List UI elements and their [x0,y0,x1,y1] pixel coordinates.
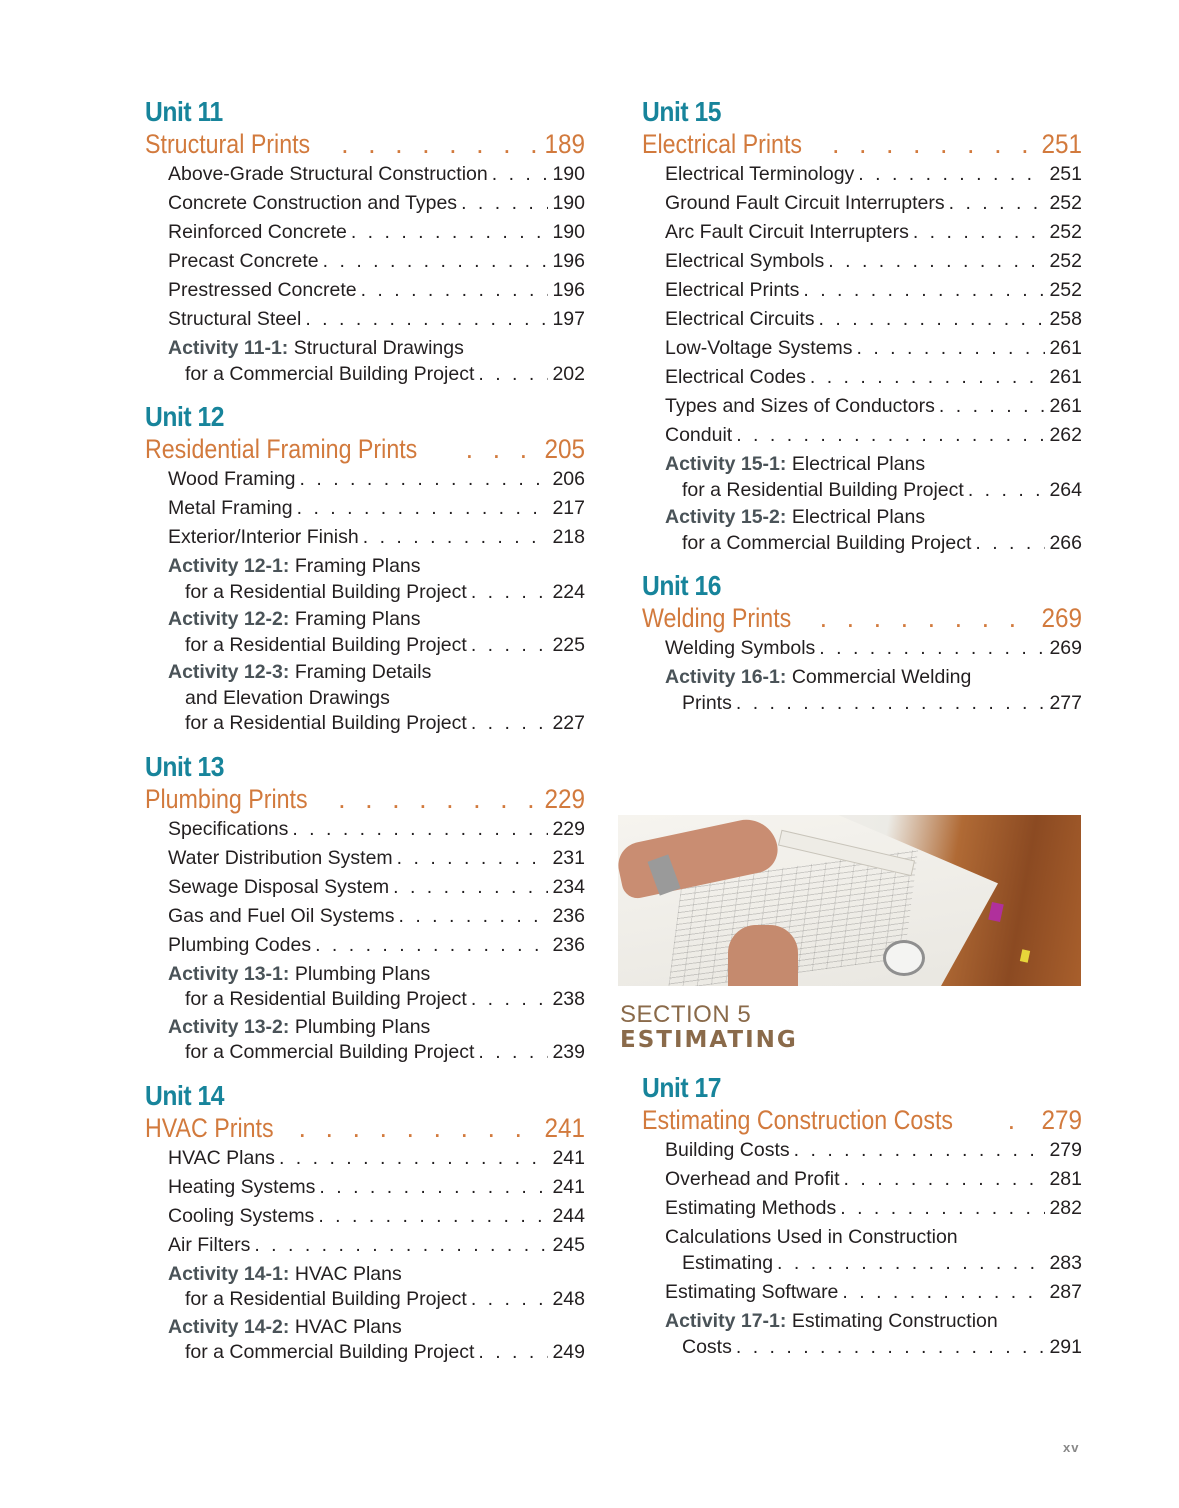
entry-page: 279 [1049,1139,1082,1161]
activity-title: Framing Details [294,661,432,683]
dot-leader [351,218,549,247]
entry-page: 282 [1049,1197,1082,1219]
toc-entry[interactable] [145,247,585,276]
entry-page: 287 [1049,1281,1082,1303]
toc-entry[interactable] [145,1231,585,1260]
entry-page: 196 [552,279,585,301]
dot-leader [949,189,1046,218]
toc-entry[interactable] [145,189,585,218]
activity-continuation [168,1340,585,1366]
activity-continuation [168,1287,585,1313]
dot-leader [840,1194,1045,1223]
entry-page: 229 [552,817,585,840]
unit-block [642,570,1082,716]
activity-line: for a Residential Building Project [682,478,964,501]
entry-page: 281 [1049,1168,1082,1190]
entry-page: 261 [1049,395,1082,417]
dot-leader [842,1278,1045,1307]
entry-title: Electrical Prints [665,279,800,301]
entry-title: Calculations Used in Construction [665,1226,958,1248]
entry-page: 261 [1049,337,1082,359]
unit-label: Unit 13 [145,750,225,782]
entry-page: 241 [552,1146,585,1169]
entry-page: 252 [1049,221,1082,243]
dot-leader [323,247,549,276]
unit-block [145,96,585,387]
chapter-page: 251 [1041,129,1082,159]
entry-title: Plumbing Codes [168,933,312,956]
dot-leader [968,478,1046,504]
dot-leader [478,1340,548,1366]
toc-entry[interactable] [642,189,1082,218]
toc-entry[interactable] [145,276,585,305]
activity-label: Activity 17-1: [665,1310,787,1332]
entry-page: 190 [552,192,585,214]
activity-entry[interactable] [642,1309,1082,1360]
toc-entry[interactable] [642,634,1082,663]
activity-line: for a Commercial Building Project [185,1341,475,1363]
chapter-title-row[interactable] [642,602,1082,634]
entry-page: 197 [552,308,585,330]
activity-line: for a Residential Building Project [185,1288,467,1310]
activity-title: Plumbing Plans [294,962,431,985]
activity-entry[interactable] [642,452,1082,503]
activity-page: 249 [552,1341,585,1363]
dot-leader [297,494,549,523]
dot-leader [913,218,1046,247]
activity-page: 291 [1049,1335,1082,1358]
entry-title: Prestressed Concrete [168,279,357,301]
activity-first-line [168,336,585,362]
activity-continuation [168,686,585,712]
activity-first-line [665,452,1082,478]
dot-leader [819,634,1045,663]
yellow-tab [1020,949,1030,962]
entry-title: Building Costs [665,1139,790,1161]
dot-leader [975,531,1045,557]
unit-label: Unit 15 [642,96,722,127]
entry-page: 252 [1049,250,1082,272]
activity-first-line [168,962,585,988]
activity-first-line [665,505,1082,531]
toc-entry[interactable] [642,305,1082,334]
chapter-page: 229 [544,783,585,814]
unit-label: Unit 14 [145,1079,225,1111]
activity-entry[interactable] [145,554,585,605]
dot-leader [820,602,1033,634]
dot-leader [736,421,1045,450]
toc-entry[interactable] [642,363,1082,392]
chapter-title: Electrical Prints [642,129,803,159]
section-title: ESTIMATING [620,1027,798,1053]
dot-leader [393,873,548,902]
activity-entry[interactable] [145,962,585,1013]
toc-entry-wrapped[interactable] [642,1225,1082,1276]
activity-label: Activity 15-2: [665,506,787,528]
entry-title: Welding Symbols [665,637,816,659]
activity-continuation [665,531,1082,557]
activity-first-line [168,1015,585,1041]
entry-page: 252 [1049,192,1082,214]
dot-leader [338,783,536,815]
dot-leader [292,815,548,844]
activity-first-line [168,554,585,580]
activity-line: for a Residential Building Project [185,712,467,734]
toc-right-column [642,96,1082,726]
dot-leader [803,276,1045,305]
dot-leader [363,523,549,552]
entry-page: 190 [552,221,585,243]
toc-entry[interactable] [642,1278,1082,1307]
activity-label: Activity 15-1: [665,453,787,475]
section-heading [620,1002,798,1053]
toc-entry[interactable] [642,218,1082,247]
activity-continuation [665,691,1082,717]
entry-title: Water Distribution System [168,846,393,869]
dot-leader [315,931,548,960]
unit-label: Unit 17 [642,1072,722,1103]
toc-left-column [145,96,585,1376]
chapter-title-row[interactable] [145,433,585,465]
entry-title: Precast Concrete [168,250,319,272]
entry-title: Structural Steel [168,308,302,330]
entry-title: Arc Fault Circuit Interrupters [665,221,909,243]
activity-label: Activity 14-2: [168,1315,290,1338]
toc-entry[interactable] [642,1194,1082,1223]
entry-page: 269 [1049,637,1082,659]
entry-title: Electrical Terminology [665,163,855,185]
activity-entry[interactable] [145,607,585,658]
activity-page: 277 [1049,691,1082,714]
toc-entry[interactable] [642,392,1082,421]
activity-line: for a Commercial Building Project [682,531,972,554]
chapter-page: 279 [1041,1105,1082,1135]
toc-entry[interactable] [145,523,585,552]
activity-title: Framing Plans [294,608,421,630]
entry-title: Exterior/Interior Finish [168,526,359,548]
chapter-title-row[interactable] [145,1112,585,1144]
activity-title: Framing Plans [294,555,421,577]
dot-leader [397,844,549,873]
dot-leader [254,1231,548,1260]
activity-page: 238 [552,988,585,1010]
entry-title: Overhead and Profit [665,1168,840,1190]
activity-continuation [168,711,585,737]
activity-entry[interactable] [642,505,1082,556]
activity-first-line [665,1309,1082,1335]
dot-leader [471,580,549,606]
activity-first-line [168,660,585,686]
dot-leader [300,465,549,494]
entry-page: 234 [552,875,585,898]
dot-leader [471,987,549,1013]
toc-entry[interactable] [145,1173,585,1202]
entry-page: 217 [552,497,585,519]
magenta-tab [988,902,1003,922]
activity-page: 239 [552,1041,585,1063]
activity-title: Electrical Plans [791,453,926,475]
activity-page: 266 [1049,531,1082,554]
dot-leader [810,363,1046,392]
unit-label: Unit 12 [145,401,225,432]
activity-line: for a Residential Building Project [185,633,467,656]
toc-entry[interactable] [145,873,585,902]
dot-leader [461,189,548,218]
stopwatch [883,940,925,976]
activity-line: and Elevation Drawings [185,686,390,709]
activity-page: 225 [552,633,585,656]
unit-label: Unit 16 [642,570,722,601]
entry-title: Sewage Disposal System [168,875,390,898]
hand-holding-pencil [728,925,798,986]
entry-page: 262 [1049,424,1082,446]
dot-leader [319,1173,548,1202]
chapter-title-row[interactable] [642,128,1082,160]
activity-line: for a Commercial Building Project [185,1041,475,1063]
dot-leader [777,1251,1045,1277]
activity-continuation [665,1335,1082,1361]
activity-entry[interactable] [145,660,585,737]
activity-continuation [168,580,585,606]
entry-title: Metal Framing [168,497,293,519]
entry-page: 245 [552,1233,585,1256]
entry-continuation [665,1251,1082,1277]
entry-title: Specifications [168,817,289,840]
unit-block [642,96,1082,556]
activity-page: 264 [1049,478,1082,501]
activity-page: 248 [552,1288,585,1310]
entry-title: Reinforced Concrete [168,221,347,243]
activity-line: for a Commercial Building Project [185,362,475,385]
dot-leader [478,1040,548,1066]
dot-leader [736,691,1046,717]
dot-leader [858,160,1045,189]
toc-entry[interactable] [642,276,1082,305]
entry-title: Low-Voltage Systems [665,337,853,359]
dot-leader [794,1136,1046,1165]
activity-label: Activity 13-2: [168,1015,290,1038]
entry-page: 283 [1049,1251,1082,1274]
activity-label: Activity 14-1: [168,1262,290,1285]
entry-page: 261 [1049,366,1082,388]
toc-entry[interactable] [145,465,585,494]
toc-entry[interactable] [145,1144,585,1173]
unit-block [642,1072,1082,1360]
activity-label: Activity 12-3: [168,661,290,683]
dot-leader [1008,1104,1033,1136]
dot-leader [828,247,1045,276]
dot-leader [478,362,548,388]
entry-title: Gas and Fuel Oil Systems [168,904,395,927]
entry-title: Cooling Systems [168,1204,315,1227]
toc-entry[interactable] [145,160,585,189]
dot-leader [939,392,1046,421]
entry-title: Above-Grade Structural Construction [168,163,488,185]
activity-title: Estimating Construction [791,1310,998,1332]
activity-entry[interactable] [642,665,1082,716]
activity-label: Activity 11-1: [168,337,289,359]
chapter-page: 189 [544,129,585,159]
entry-page: 251 [1049,163,1082,185]
activity-title: Structural Drawings [293,337,464,359]
page-folio: xv [1063,1440,1080,1455]
activity-first-line [168,1315,585,1341]
activity-page: 202 [552,362,585,385]
activity-label: Activity 12-1: [168,555,290,577]
activity-page: 224 [552,580,585,603]
activity-continuation [168,633,585,659]
entry-page: 218 [552,526,585,548]
activity-line: for a Residential Building Project [185,988,467,1010]
activity-first-line [665,665,1082,691]
entry-page: 236 [552,904,585,927]
activity-line: Prints [682,691,732,714]
entry-title: Electrical Circuits [665,308,815,330]
activity-first-line [168,607,585,633]
activity-label: Activity 13-1: [168,962,290,985]
activity-line: for a Residential Building Project [185,580,467,603]
toc-entry[interactable] [145,218,585,247]
activity-label: Activity 16-1: [665,666,787,688]
toc-entry[interactable] [145,305,585,334]
entry-page: 231 [552,846,585,869]
chapter-page: 269 [1041,603,1082,633]
dot-leader [844,1165,1046,1194]
section-photo [618,815,1081,986]
toc-entry[interactable] [145,494,585,523]
activity-entry[interactable] [145,1315,585,1366]
entry-page: 196 [552,250,585,272]
unit-block [145,751,585,1066]
entry-title: Estimating Software [665,1281,839,1303]
entry-title: Estimating Methods [665,1197,837,1219]
chapter-page: 241 [544,1112,585,1143]
toc-entry[interactable] [145,1202,585,1231]
toc-entry[interactable] [642,334,1082,363]
chapter-title: Welding Prints [642,603,792,633]
dot-leader [466,433,536,465]
entry-title-cont: Estimating [682,1251,774,1274]
dot-leader [471,1287,549,1313]
activity-title: Commercial Welding [791,666,972,688]
toc-entry[interactable] [145,902,585,931]
entry-page: 190 [552,163,585,185]
chapter-title: Residential Framing Prints [145,434,418,464]
dot-leader [318,1202,548,1231]
chapter-title: Plumbing Prints [145,783,308,814]
section-number: SECTION 5 [620,1001,752,1028]
toc-entry[interactable] [642,160,1082,189]
chapter-title-row[interactable] [145,128,585,160]
chapter-title: Estimating Construction Costs [642,1105,954,1135]
activity-label: Activity 12-2: [168,608,290,630]
dot-leader [471,633,549,659]
dot-leader [341,128,536,160]
dot-leader [279,1144,549,1173]
dot-leader [299,1112,536,1144]
entry-page: 206 [552,468,585,490]
toc-entry[interactable] [642,421,1082,450]
entry-title: Ground Fault Circuit Interrupters [665,192,945,214]
entry-page: 241 [552,1175,585,1198]
dot-leader [832,128,1033,160]
activity-title: HVAC Plans [294,1315,402,1338]
activity-title: Plumbing Plans [294,1015,431,1038]
activity-title: HVAC Plans [294,1262,402,1285]
activity-continuation [168,362,585,388]
toc-entry[interactable] [642,1165,1082,1194]
chapter-title: Structural Prints [145,129,311,159]
dot-leader [492,160,549,189]
entry-title: Concrete Construction and Types [168,192,458,214]
entry-page: 244 [552,1204,585,1227]
activity-title: Electrical Plans [791,506,926,528]
entry-title: Conduit [665,424,733,446]
toc-entry[interactable] [145,815,585,844]
entry-page: 236 [552,933,585,956]
activity-line: Costs [682,1335,732,1358]
dot-leader [361,276,549,305]
unit-label: Unit 11 [145,96,223,127]
toc-entry[interactable] [145,931,585,960]
dot-leader [819,305,1046,334]
toc-entry[interactable] [642,247,1082,276]
dot-leader [857,334,1046,363]
activity-continuation [665,478,1082,504]
entry-title: HVAC Plans [168,1146,275,1169]
chapter-page: 205 [544,434,585,464]
entry-page: 258 [1049,308,1082,330]
chapter-title-row[interactable] [145,783,585,815]
dot-leader [736,1335,1046,1361]
chapter-title-row[interactable] [642,1104,1082,1136]
toc-unit-17-column [642,1072,1082,1370]
entry-title: Electrical Codes [665,366,806,388]
activity-page: 227 [552,712,585,734]
entry-title: Types and Sizes of Conductors [665,395,935,417]
dot-leader [399,902,549,931]
unit-block [145,1080,585,1366]
activity-first-line [168,1262,585,1288]
entry-title: Electrical Symbols [665,250,825,272]
activity-entry[interactable] [145,1015,585,1066]
entry-title: Wood Framing [168,468,296,490]
activity-continuation [168,987,585,1013]
activity-continuation [168,1040,585,1066]
entry-title: Air Filters [168,1233,251,1256]
dot-leader [471,711,549,737]
chapter-title: HVAC Prints [145,1112,274,1143]
unit-block [145,401,585,737]
entry-title: Heating Systems [168,1175,316,1198]
entry-page: 252 [1049,279,1082,301]
toc-entry[interactable] [642,1136,1082,1165]
activity-entry[interactable] [145,336,585,387]
toc-entry[interactable] [145,844,585,873]
dot-leader [305,305,548,334]
activity-entry[interactable] [145,1262,585,1313]
